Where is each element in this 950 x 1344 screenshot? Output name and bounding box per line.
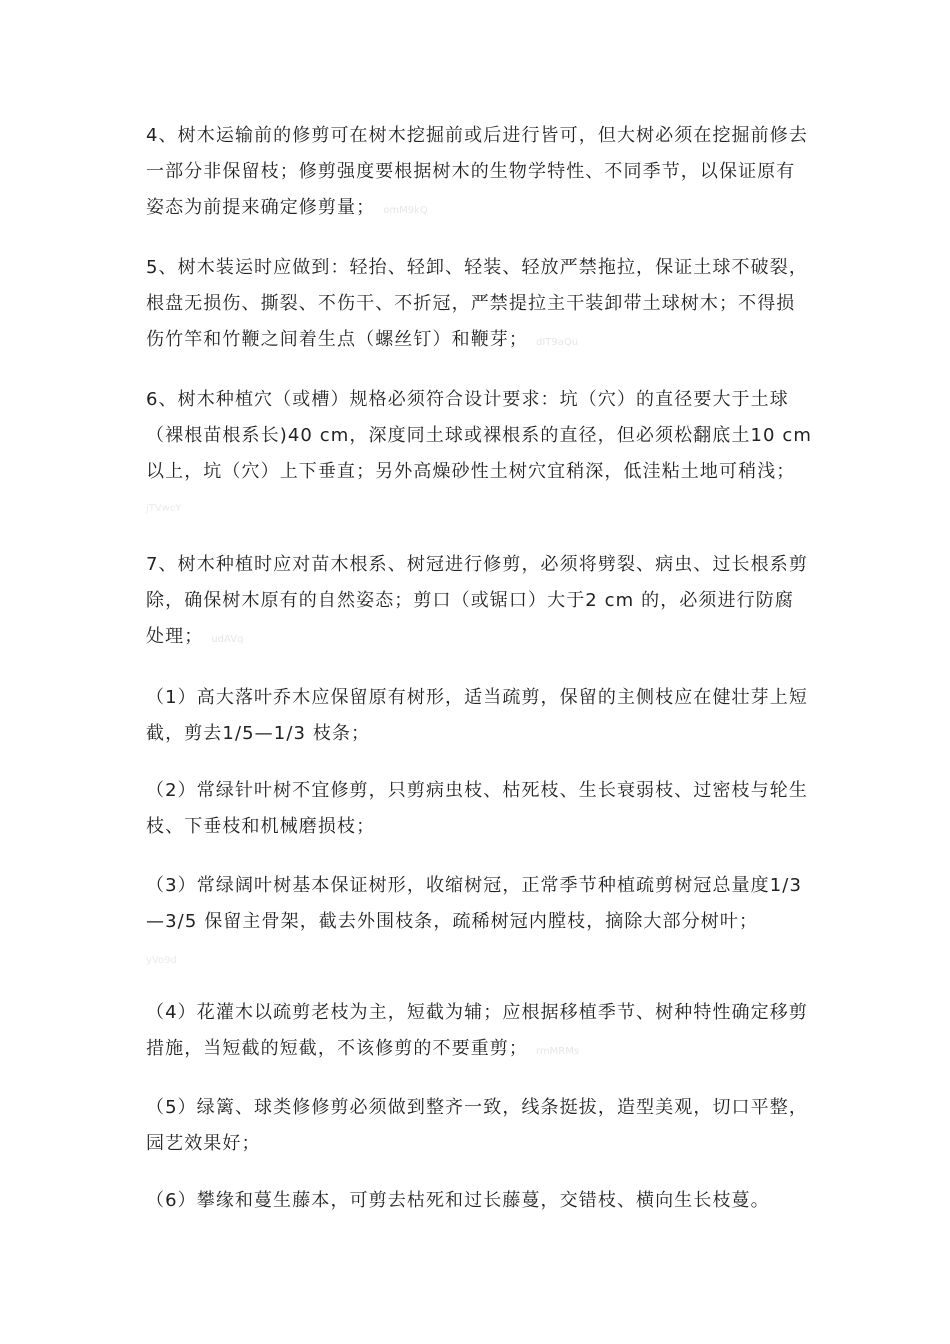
text-line: [146, 190, 816, 229]
paragraph-subitem-3: [146, 868, 816, 940]
text-line: —3/5 保留主骨架，截去外围枝条，疏稀树冠内膛枝，摘除大部分树叶；: [146, 911, 759, 932]
watermark-text: rmMRMs: [536, 1046, 580, 1057]
text-line: （4）花灌木以疏剪老枝为主，短截为辅；应根据移植季节、树种特性确定移剪: [146, 1002, 808, 1023]
paragraph-subitem-5: [146, 1090, 816, 1162]
text-line-content: 措施，当短截的短截，不该修剪的不要重剪；: [146, 1038, 528, 1059]
watermark-text: omM9kQ: [383, 205, 428, 216]
watermark-text: yVo9d: [146, 955, 177, 966]
text-line: 4、树木运输前的修剪可在树木挖掘前或后进行皆可，但大树必须在挖掘前修去: [146, 125, 808, 146]
text-line-content: 伤竹竿和竹鞭之间着生点（螺丝钉）和鞭芽；: [146, 329, 528, 350]
watermark-text: jTVwcY: [146, 503, 182, 514]
text-line: （裸根苗根系长)40 cm，深度同土球或裸根系的直径，但必须松翻底土10 cm: [146, 425, 813, 446]
text-line: [146, 322, 816, 361]
paragraph-subitem-2: [146, 773, 816, 845]
text-line: [146, 619, 816, 658]
text-line: 6、树木种植穴（或槽）规格必须符合设计要求：坑（穴）的直径要大于土球: [146, 389, 789, 410]
paragraph-item-7: [146, 547, 816, 658]
watermark-text: dIT9aQu: [536, 337, 579, 348]
text-line-content: 处理；: [146, 626, 204, 647]
text-line: 根盘无损伤、撕裂、不伤干、不折冠，严禁提拉主干装卸带土球树木；不得损: [146, 293, 796, 314]
paragraph-item-4: [146, 118, 816, 229]
text-line: 枝、下垂枝和机械磨损枝；: [146, 816, 376, 837]
text-line: （6）攀缘和蔓生藤本，可剪去枯死和过长藤蔓，交错枝、横向生长枝蔓。: [146, 1190, 770, 1211]
text-line: 7、树木种植时应对苗木根系、树冠进行修剪，必须将劈裂、病虫、过长根系剪: [146, 554, 808, 575]
text-line: [146, 1031, 816, 1070]
text-line-content: 姿态为前提来确定修剪量；: [146, 197, 376, 218]
text-line: （1）高大落叶乔木应保留原有树形，适当疏剪，保留的主侧枝应在健壮芽上短: [146, 687, 808, 708]
paragraph-item-6: [146, 382, 816, 490]
text-line: （3）常绿阔叶树基本保证树形，收缩树冠，正常季节种植疏剪树冠总量度1/3: [146, 875, 803, 896]
paragraph-subitem-4: [146, 995, 816, 1070]
text-line: 除，确保树木原有的自然姿态；剪口（或锯口）大于2 cm 的，必须进行防腐: [146, 590, 794, 611]
text-line: 以上，坑（穴）上下垂直；另外高燥砂性土树穴宜稍深，低洼粘土地可稍浅；: [146, 461, 796, 482]
text-line: 截，剪去1/5—1/3 枝条；: [146, 723, 371, 744]
text-line: 园艺效果好；: [146, 1133, 261, 1154]
text-line: （5）绿篱、球类修修剪必须做到整齐一致，线条挺拔，造型美观，切口平整，: [146, 1097, 808, 1118]
text-line: 一部分非保留枝；修剪强度要根据树木的生物学特性、不同季节，以保证原有: [146, 161, 796, 182]
text-line: 5、树木装运时应做到：轻抬、轻卸、轻装、轻放严禁拖拉，保证土球不破裂，: [146, 257, 808, 278]
paragraph-subitem-6: [146, 1183, 816, 1219]
paragraph-subitem-1: [146, 680, 816, 752]
watermark-text: udAVq: [211, 634, 244, 645]
paragraph-item-5: [146, 250, 816, 361]
text-line: （2）常绿针叶树不宜修剪，只剪病虫枝、枯死枝、生长衰弱枝、过密枝与轮生: [146, 780, 808, 801]
